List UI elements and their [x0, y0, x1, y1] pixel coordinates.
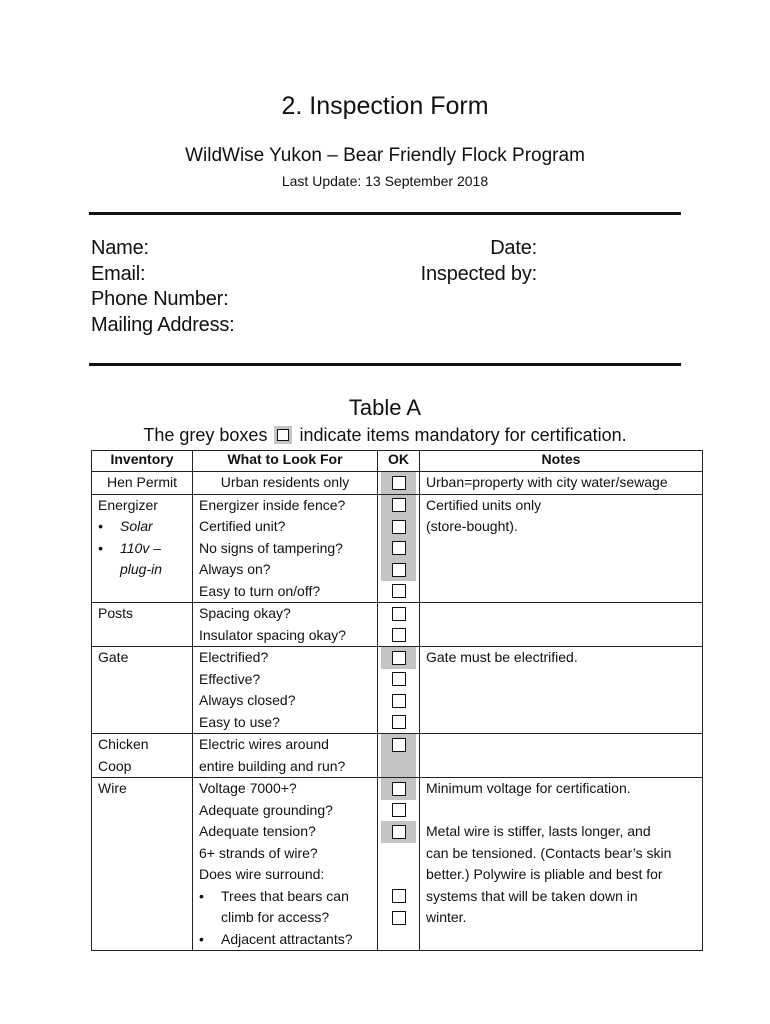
wire-notes-3: can be tensioned. (Contacts bear’s skin: [426, 844, 672, 861]
header-notes: Notes: [420, 451, 703, 472]
gate-check-1: Electrified?: [199, 649, 269, 665]
energizer-check-2: Certified unit?: [199, 518, 286, 534]
grey-box-icon: [274, 426, 292, 444]
gate-notes: Gate must be electrified.: [426, 649, 578, 665]
gate-check-4: Easy to use?: [199, 713, 280, 730]
energizer-notes-1: Certified units only: [426, 496, 542, 513]
checkbox-posts-1[interactable]: [392, 607, 406, 621]
checkbox-wire-3[interactable]: [392, 825, 406, 839]
checkbox-wire-1[interactable]: [392, 782, 406, 796]
header-what-to-look-for: What to Look For: [193, 451, 378, 472]
hen-permit-check: Urban residents only: [220, 474, 350, 490]
hen-permit-label: Hen Permit: [106, 474, 178, 490]
gate-check-2: Effective?: [199, 670, 261, 687]
last-update-text: Last Update: 13 September 2018: [281, 173, 489, 189]
coop-label-2: Coop: [98, 757, 132, 774]
checkbox-energizer-5[interactable]: [392, 584, 406, 598]
header-inventory: Inventory: [92, 451, 193, 472]
energizer-solar: • Solar: [98, 516, 186, 538]
table-header-row: [92, 451, 703, 472]
wire-notes-4: better.) Polywire is pliable and best for: [426, 866, 663, 882]
checkbox-posts-2[interactable]: [392, 628, 406, 642]
checkbox-wire-climb[interactable]: [392, 911, 406, 925]
checkbox-gate-2[interactable]: [392, 672, 406, 686]
wire-check-5: Does wire surround:: [199, 866, 325, 882]
program-subtitle: WildWise Yukon – Bear Friendly Flock Program: [185, 145, 585, 166]
checkbox-wire-2[interactable]: [392, 803, 406, 817]
posts-check-2: Insulator spacing okay?: [199, 626, 347, 643]
checkbox-energizer-4[interactable]: [392, 563, 406, 577]
table-row-chicken-coop: [92, 734, 703, 778]
checkbox-energizer-2[interactable]: [392, 520, 406, 534]
table-row-wire: [92, 778, 703, 951]
email-field-label: Email:: [91, 263, 146, 285]
table-row-energizer: [92, 494, 703, 603]
checkbox-hen-permit[interactable]: [392, 476, 406, 490]
wire-sub-1a: • Trees that bears can: [199, 886, 371, 908]
mandatory-legend: [0, 425, 770, 446]
coop-check-2: entire building and run?: [199, 757, 346, 774]
coop-check-1: Electric wires around: [199, 736, 329, 752]
table-row-gate: [92, 647, 703, 734]
form-title: 2. Inspection Form: [281, 92, 489, 120]
mailing-address-field-label: Mailing Address:: [91, 314, 235, 336]
inspection-table: [91, 450, 703, 951]
table-title: Table A: [348, 395, 422, 420]
inspected-by-field-label: Inspected by:: [420, 263, 537, 285]
wire-sub-1b: climb for access?: [221, 909, 330, 925]
energizer-check-3: No signs of tampering?: [199, 539, 343, 556]
checkbox-energizer-3[interactable]: [392, 541, 406, 555]
date-field-label: Date:: [490, 237, 537, 259]
checkbox-gate-1[interactable]: [392, 651, 406, 665]
wire-notes-1: Minimum voltage for certification.: [426, 780, 631, 796]
checkbox-coop[interactable]: [392, 738, 406, 752]
table-row-hen-permit: [92, 472, 703, 495]
legend-text-after: indicate items mandatory for certification.: [299, 425, 627, 445]
energizer-label: Energizer: [98, 496, 158, 513]
energizer-check-1: Energizer inside fence?: [199, 496, 346, 513]
wire-check-3: Adequate tension?: [199, 823, 316, 839]
gate-label: Gate: [98, 649, 129, 665]
checkbox-energizer-1[interactable]: [392, 498, 406, 512]
header-ok: OK: [378, 451, 420, 472]
energizer-110v: • 110v –: [98, 538, 186, 560]
posts-check-1: Spacing okay?: [199, 605, 291, 621]
energizer-check-5: Easy to turn on/off?: [199, 582, 321, 599]
wire-notes-5: systems that will be taken down in: [426, 887, 638, 904]
checkbox-wire-trees[interactable]: [392, 889, 406, 903]
table-row-posts: [92, 603, 703, 647]
coop-label-1: Chicken: [98, 736, 149, 752]
phone-field-label: Phone Number:: [91, 288, 229, 310]
energizer-notes-2: (store-bought).: [426, 518, 518, 534]
bottom-divider: [89, 363, 681, 366]
energizer-plug-in: plug-in: [120, 561, 163, 577]
hen-permit-notes: Urban=property with city water/sewage: [426, 474, 668, 490]
wire-notes-2: Metal wire is stiffer, lasts longer, and: [426, 823, 651, 839]
wire-check-2: Adequate grounding?: [199, 801, 333, 818]
wire-notes-6: winter.: [426, 909, 467, 925]
legend-text-before: The grey boxes: [143, 425, 268, 445]
checkbox-gate-3[interactable]: [392, 694, 406, 708]
wire-sub-2: • Adjacent attractants?: [199, 929, 371, 951]
top-divider: [89, 212, 681, 215]
gate-check-3: Always closed?: [199, 692, 296, 708]
checkbox-gate-4[interactable]: [392, 715, 406, 729]
posts-label: Posts: [98, 605, 134, 621]
wire-label: Wire: [98, 780, 127, 796]
energizer-check-4: Always on?: [199, 561, 271, 577]
wire-check-1: Voltage 7000+?: [199, 780, 297, 796]
name-field-label: Name:: [91, 237, 149, 259]
wire-check-4: 6+ strands of wire?: [199, 844, 318, 861]
